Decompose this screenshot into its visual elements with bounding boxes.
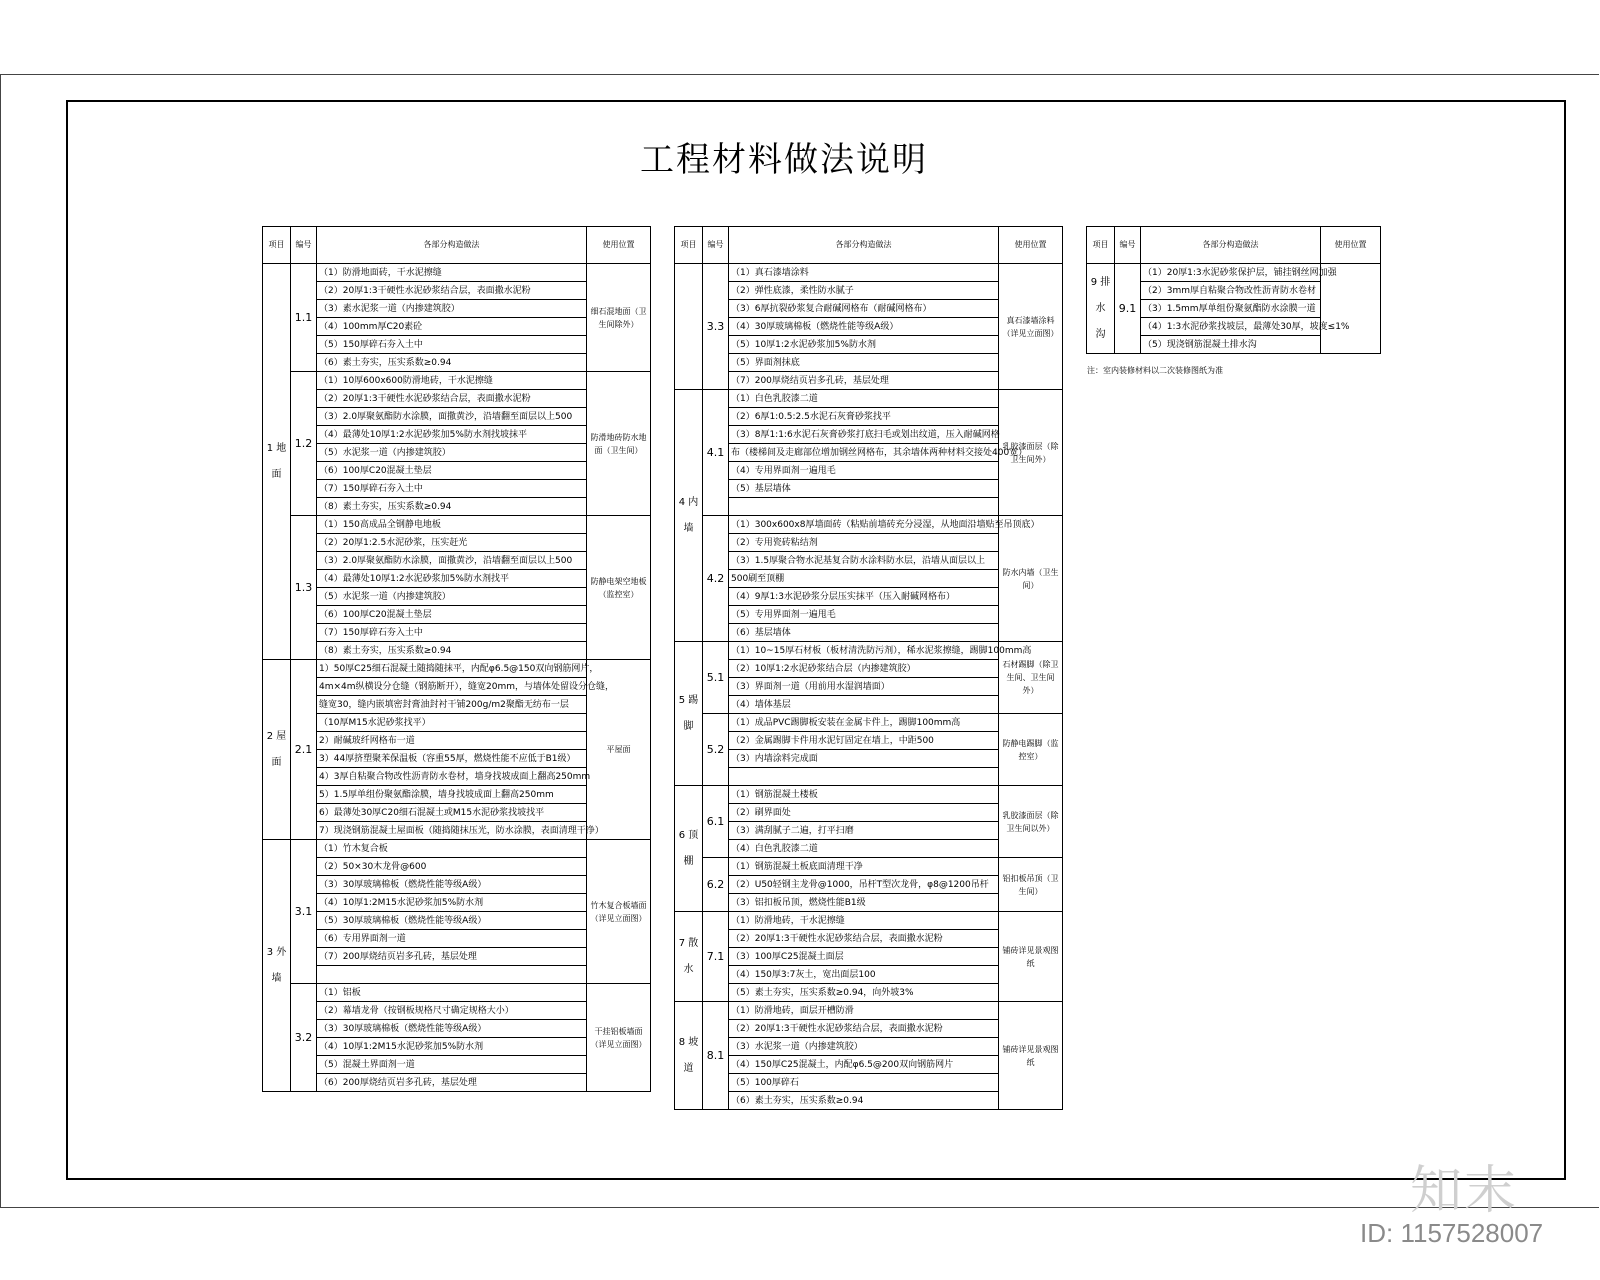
method-step: （5）150厚碎石夯入土中 — [317, 336, 587, 354]
method-step: （3）30厚玻璃棉板（燃烧性能等级A级） — [317, 876, 587, 894]
header-method: 各部分构造做法 — [317, 227, 587, 264]
table-row — [675, 516, 1063, 534]
item-cell: 5 踢 脚 — [675, 642, 703, 786]
table-row — [675, 264, 1063, 282]
method-step: （4）100mm厚C20素砼 — [317, 318, 587, 336]
header-method: 各部分构造做法 — [1141, 227, 1321, 264]
header-code: 编号 — [703, 227, 729, 264]
method-step: （3）100厚C25混凝土面层 — [729, 948, 999, 966]
method-step: （2）3mm厚自粘聚合物改性沥青防水卷材 — [1141, 282, 1321, 300]
method-step: 5）1.5厚单组份聚氨酯涂膜，墙身找坡成面上翻高250mm — [317, 786, 587, 804]
item-cell: 4 内 墙 — [675, 390, 703, 642]
location-cell: 乳胶漆面层（除卫生间以外） — [999, 786, 1063, 858]
method-step: （5）基层墙体 — [729, 480, 999, 498]
method-step: （2）专用瓷砖粘结剂 — [729, 534, 999, 552]
method-step: （1）10厚600x600防滑地砖，干水泥擦缝 — [317, 372, 587, 390]
code-cell: 5.1 — [703, 642, 729, 714]
method-step: （7）150厚碎石夯入土中 — [317, 624, 587, 642]
method-step: （4）10厚1:2M15水泥砂浆加5%防水剂 — [317, 1038, 587, 1056]
header-code: 编号 — [291, 227, 317, 264]
item-cell: 2 屋 面 — [263, 660, 291, 840]
table-row — [675, 642, 1063, 660]
method-step: 500刷至顶棚 — [729, 570, 999, 588]
method-step: （3）铝扣板吊顶，燃烧性能B1级 — [729, 894, 999, 912]
method-step: （5）100厚碎石 — [729, 1074, 999, 1092]
code-cell: 3.2 — [291, 984, 317, 1092]
header-location: 使用位置 — [1321, 227, 1381, 264]
header-location: 使用位置 — [587, 227, 651, 264]
location-cell: 乳胶漆面层（除卫生间外） — [999, 390, 1063, 516]
method-step: （6）素土夯实，压实系数≥0.94 — [729, 1092, 999, 1110]
code-cell: 1.3 — [291, 516, 317, 660]
method-step: （8）素土夯实，压实系数≥0.94 — [317, 642, 587, 660]
method-step: （2）10厚1:2水泥砂浆结合层（内掺建筑胶） — [729, 660, 999, 678]
item-cell: 6 顶 棚 — [675, 786, 703, 912]
method-step: （1）10~15厚石材板（板材清洗防污剂），稀水泥浆擦缝，踢脚100mm高 — [729, 642, 999, 660]
spec-table-2 — [674, 226, 1063, 1110]
header-method: 各部分构造做法 — [729, 227, 999, 264]
location-cell: 干挂铝板墙面（详见立面图） — [587, 984, 651, 1092]
code-cell: 7.1 — [703, 912, 729, 1002]
table-row — [675, 786, 1063, 804]
location-cell: 防静电踢脚（监控室） — [999, 714, 1063, 786]
spec-table-3 — [1086, 226, 1381, 354]
method-step: （6）100厚C20混凝土垫层 — [317, 606, 587, 624]
code-cell: 4.2 — [703, 516, 729, 642]
location-cell: 防水内墙（卫生间） — [999, 516, 1063, 642]
table-row — [675, 390, 1063, 408]
table-row — [675, 714, 1063, 732]
method-step: （2）20厚1:3干硬性水泥砂浆结合层，表面撒水泥粉 — [317, 390, 587, 408]
method-step: （3）30厚玻璃棉板（燃烧性能等级A级） — [317, 1020, 587, 1038]
method-step: （2）20厚1:3干硬性水泥砂浆结合层，表面撒水泥粉 — [729, 930, 999, 948]
method-step: （4）最薄处10厚1:2水泥砂浆加5%防水剂找坡抹平 — [317, 426, 587, 444]
method-step: （2）弹性底漆，柔性防水腻子 — [729, 282, 999, 300]
method-step: （4）1:3水泥砂浆找坡层，最薄处30厚，坡度≤1% — [1141, 318, 1321, 336]
code-cell: 4.1 — [703, 390, 729, 516]
method-step: （3）界面剂一道（用前用水湿润墙面） — [729, 678, 999, 696]
item-cell: 3 外 墙 — [263, 840, 291, 1092]
method-step: （1）钢筋混凝土楼板 — [729, 786, 999, 804]
method-step: 3）44厚挤塑聚苯保温板（容重55厚，燃烧性能不应低于B1级） — [317, 750, 587, 768]
method-step: （4）墙体基层 — [729, 696, 999, 714]
method-step: （6）200厚烧结页岩多孔砖，基层处理 — [317, 1074, 587, 1092]
method-step: （3）1.5厚聚合物水泥基复合防水涂料防水层，沿墙从面层以上 — [729, 552, 999, 570]
header-item: 项目 — [675, 227, 703, 264]
method-step: （7）200厚烧结页岩多孔砖，基层处理 — [729, 372, 999, 390]
method-step: （6）专用界面剂一道 — [317, 930, 587, 948]
method-step: （6）素土夯实，压实系数≥0.94 — [317, 354, 587, 372]
watermark-id: ID: 1157528007 — [1360, 1218, 1544, 1248]
location-cell: 防静电架空地板（监控室） — [587, 516, 651, 660]
method-step: （4）30厚玻璃棉板（燃烧性能等级A级） — [729, 318, 999, 336]
method-step: （4）最薄处10厚1:2水泥砂浆加5%防水剂找平 — [317, 570, 587, 588]
item-cell: 8 坡 道 — [675, 1002, 703, 1110]
method-step: （2）刷界面处 — [729, 804, 999, 822]
footnote: 注：室内装修材料以二次装修图纸为准 — [1087, 366, 1223, 375]
method-step: （5）水泥浆一道（内掺建筑胶） — [317, 588, 587, 606]
method-step: 布（楼梯间及走廊部位增加钢丝网格布，其余墙体两种材料交接处400宽） — [729, 444, 999, 462]
drawing-title: 工程材料做法说明 — [640, 140, 928, 180]
method-step: （3）内墙涂料完成面 — [729, 750, 999, 768]
item-cell: 7 散 水 — [675, 912, 703, 1002]
location-cell: 真石漆墙涂料（详见立面图） — [999, 264, 1063, 390]
code-cell: 6.2 — [703, 858, 729, 912]
table-row — [1087, 264, 1381, 282]
method-step: （2）幕墙龙骨（按钢板规格尺寸确定规格大小） — [317, 1002, 587, 1020]
method-step: 6）最薄处30厚C20细石混凝土或M15水泥砂浆找坡找平 — [317, 804, 587, 822]
table-row — [263, 264, 651, 282]
method-step: 4m×4m纵横设分仓缝（钢筋断开），缝宽20mm，与墙体处留设分仓缝， — [317, 678, 587, 696]
method-step: （5）混凝土界面剂一道 — [317, 1056, 587, 1074]
header-code: 编号 — [1115, 227, 1141, 264]
method-step: （1）300x600x8厚墙面砖（粘贴前墙砖充分浸湿，从地面沿墙贴至吊顶底） — [729, 516, 999, 534]
method-step: 缝宽30，缝内嵌填密封膏油封衬干铺200g/m2聚酯无纺布一层 — [317, 696, 587, 714]
header-item: 项目 — [263, 227, 291, 264]
location-cell: 铺砖详见景观图纸 — [999, 1002, 1063, 1110]
code-cell: 1.2 — [291, 372, 317, 516]
item-cell: 1 地 面 — [263, 264, 291, 660]
location-cell: 平屋面 — [587, 660, 651, 840]
location-cell: 铝扣板吊顶（卫生间） — [999, 858, 1063, 912]
code-cell: 1.1 — [291, 264, 317, 372]
method-step: （5）水泥浆一道（内掺建筑胶） — [317, 444, 587, 462]
method-step: （3）水泥浆一道（内掺建筑胶） — [729, 1038, 999, 1056]
method-step: 7）现浇钢筋混凝土屋面板（随捣随抹压光，防水涂膜，表面清理干净） — [317, 822, 587, 840]
method-step: （4）9厚1:3水泥砂浆分层压实抹平（压入耐碱网格布） — [729, 588, 999, 606]
method-step: （5）现浇钢筋混凝土排水沟 — [1141, 336, 1321, 354]
method-step: （7）150厚碎石夯入土中 — [317, 480, 587, 498]
code-cell: 2.1 — [291, 660, 317, 840]
spec-table-1 — [262, 226, 651, 1092]
method-step: （3）2.0厚聚氨酯防水涂膜，面撒黄沙，沿墙翻至面层以上500 — [317, 552, 587, 570]
method-step — [729, 498, 999, 516]
method-step: （2）20厚1:3干硬性水泥砂浆结合层，表面撒水泥粉 — [317, 282, 587, 300]
method-step: （1）防滑地砖，干水泥擦缝 — [729, 912, 999, 930]
method-step: 1）50厚C25细石混凝土随捣随抹平，内配φ6.5@150双向钢筋网片， — [317, 660, 587, 678]
location-cell: 竹木复合板墙面（详见立面图） — [587, 840, 651, 984]
table-row — [675, 1002, 1063, 1020]
method-step: （4）白色乳胶漆二道 — [729, 840, 999, 858]
method-step: （6）100厚C20混凝土垫层 — [317, 462, 587, 480]
method-step: （1）白色乳胶漆二道 — [729, 390, 999, 408]
method-step: （1）150高成品全钢静电地板 — [317, 516, 587, 534]
table-row — [263, 372, 651, 390]
method-step: （4）10厚1:2M15水泥砂浆加5%防水剂 — [317, 894, 587, 912]
method-step — [729, 768, 999, 786]
method-step: （3）2.0厚聚氨酯防水涂膜，面撒黄沙，沿墙翻至面层以上500 — [317, 408, 587, 426]
method-step: （5）素土夯实，压实系数≥0.94，向外坡3% — [729, 984, 999, 1002]
table-row — [675, 858, 1063, 876]
method-step: （1）成品PVC踢脚板安装在金属卡件上，踢脚100mm高 — [729, 714, 999, 732]
method-step: （1）真石漆墙涂料 — [729, 264, 999, 282]
header-location: 使用位置 — [999, 227, 1063, 264]
method-step: （1）竹木复合板 — [317, 840, 587, 858]
method-step: （5）10厚1:2水泥砂浆加5%防水剂 — [729, 336, 999, 354]
method-step: （10厚M15水泥砂浆找平） — [317, 714, 587, 732]
location-cell: 细石混地面（卫生间除外） — [587, 264, 651, 372]
table-row — [263, 984, 651, 1002]
method-step: （5）专用界面剂一遍甩毛 — [729, 606, 999, 624]
table-row — [263, 660, 651, 678]
method-step: （2）20厚1:3干硬性水泥砂浆结合层，表面撒水泥粉 — [729, 1020, 999, 1038]
method-step — [317, 966, 587, 984]
code-cell: 6.1 — [703, 786, 729, 858]
method-step: （1）铝板 — [317, 984, 587, 1002]
method-step: （4）150厚3:7灰土，宽出面层100 — [729, 966, 999, 984]
method-step: （5）界面剂抹底 — [729, 354, 999, 372]
item-cell: 9 排 水 沟 — [1087, 264, 1115, 354]
method-step: （3）6厚抗裂砂浆复合耐碱网格布（耐碱网格布） — [729, 300, 999, 318]
code-cell: 9.1 — [1115, 264, 1141, 354]
table-row — [675, 912, 1063, 930]
code-cell: 3.3 — [703, 264, 729, 390]
table-row — [263, 840, 651, 858]
code-cell: 3.1 — [291, 840, 317, 984]
method-step: （1）20厚1:3水泥砂浆保护层，铺挂钢丝网加强 — [1141, 264, 1321, 282]
method-step: （5）30厚玻璃棉板（燃烧性能等级A级） — [317, 912, 587, 930]
method-step: （2）金属踢脚卡件用水泥钉固定在墙上，中距500 — [729, 732, 999, 750]
method-step: （2）U50轻钢主龙骨@1000，吊杆T型次龙骨，φ8@1200吊杆 — [729, 876, 999, 894]
method-step: （7）200厚烧结页岩多孔砖，基层处理 — [317, 948, 587, 966]
method-step: （3）素水泥浆一道（内掺建筑胶） — [317, 300, 587, 318]
method-step: （8）素土夯实，压实系数≥0.94 — [317, 498, 587, 516]
location-cell: 石材踢脚（除卫生间、卫生间外） — [999, 642, 1063, 714]
method-step: （2）50×30木龙骨@600 — [317, 858, 587, 876]
method-step: 4）3厚自粘聚合物改性沥青防水卷材，墙身找坡成面上翻高250mm — [317, 768, 587, 786]
method-step: （6）基层墙体 — [729, 624, 999, 642]
location-cell: 铺砖详见景观图纸 — [999, 912, 1063, 1002]
method-step: （1）防滑地面砖，干水泥擦缝 — [317, 264, 587, 282]
method-step: （4）专用界面剂一遍甩毛 — [729, 462, 999, 480]
method-step: （2）20厚1:2.5水泥砂浆，压实赶光 — [317, 534, 587, 552]
location-cell: 防滑地砖防水地面（卫生间） — [587, 372, 651, 516]
method-step: （1）防滑地砖，面层开槽防滑 — [729, 1002, 999, 1020]
code-cell: 5.2 — [703, 714, 729, 786]
watermark-logo: 知末 — [1410, 1161, 1519, 1221]
method-step: （1）钢筋混凝土板底面清理干净 — [729, 858, 999, 876]
method-step: （3）1.5mm厚单组份聚氨酯防水涂膜一道 — [1141, 300, 1321, 318]
method-step: （4）150厚C25混凝土，内配φ6.5@200双向钢筋网片 — [729, 1056, 999, 1074]
method-step: 2）耐碱玻纤网格布一道 — [317, 732, 587, 750]
method-step: （2）6厚1:0.5:2.5水泥石灰膏砂浆找平 — [729, 408, 999, 426]
header-item: 项目 — [1087, 227, 1115, 264]
table-row — [263, 516, 651, 534]
method-step: （3）8厚1:1:6水泥石灰膏砂浆打底扫毛或划出纹道，压入耐碱网格 — [729, 426, 999, 444]
item-cell — [675, 264, 703, 390]
method-step: （3）满刮腻子二遍，打平扫磨 — [729, 822, 999, 840]
code-cell: 8.1 — [703, 1002, 729, 1110]
